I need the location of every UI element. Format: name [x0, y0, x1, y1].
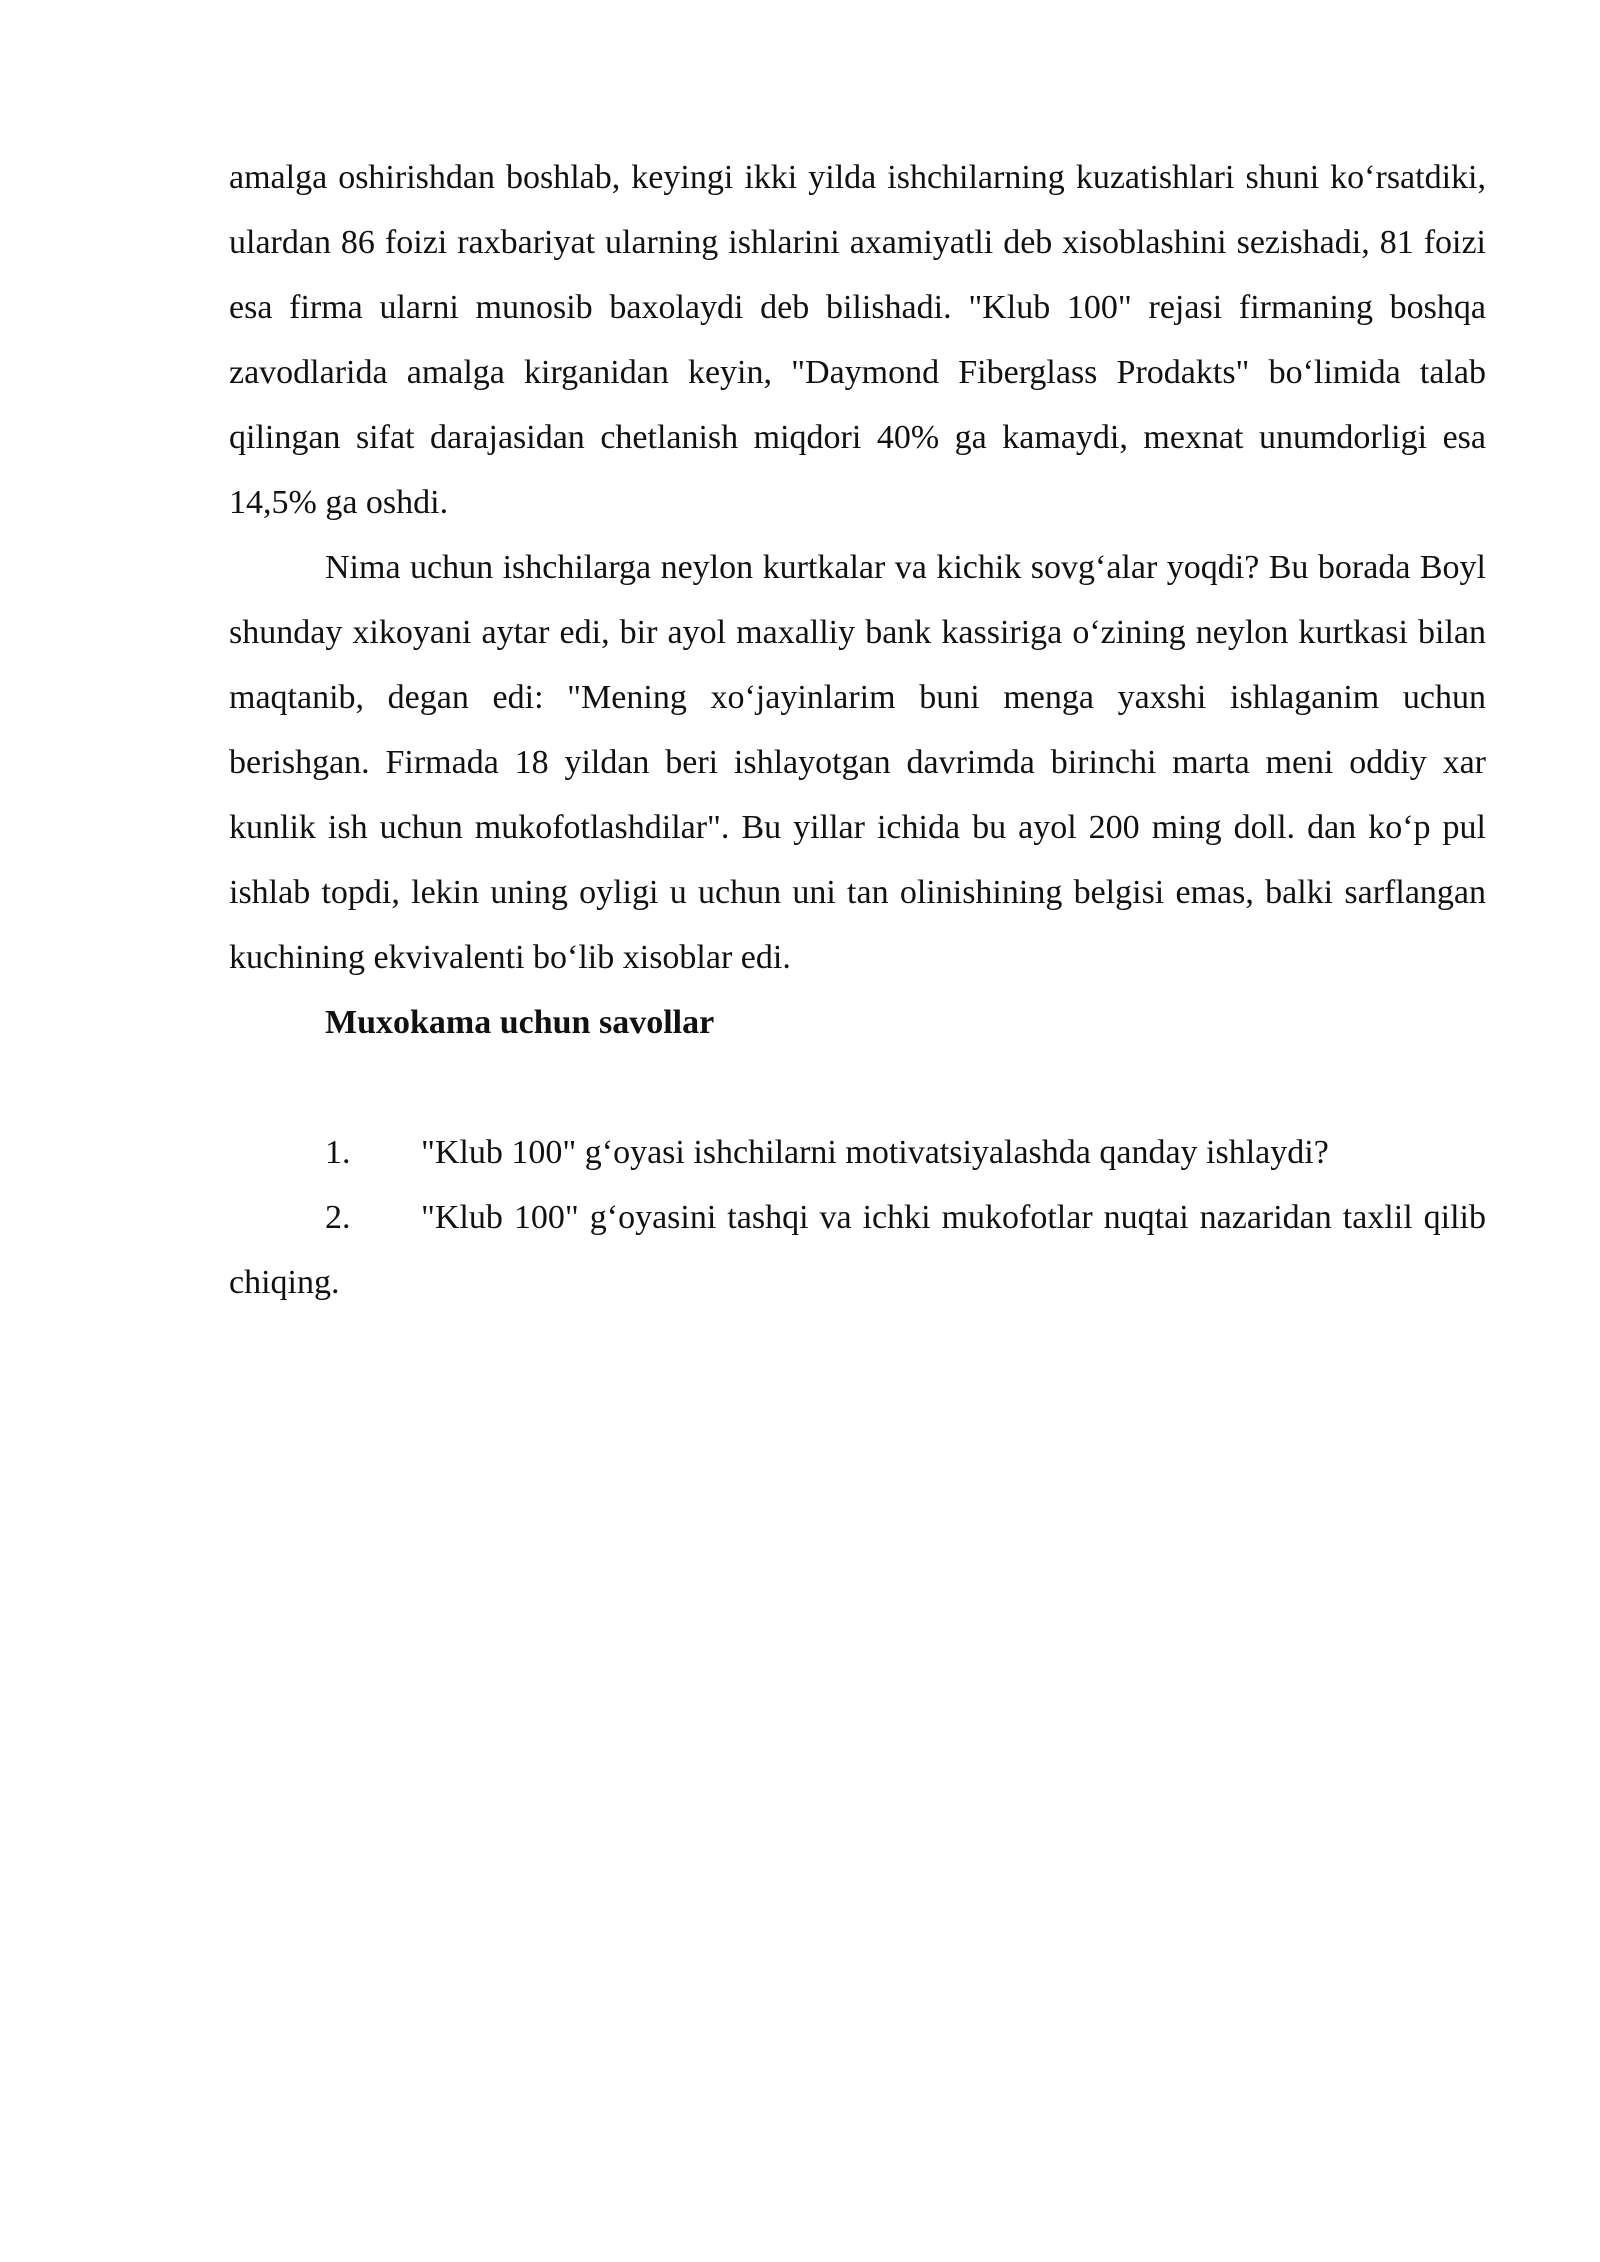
question-number: 2.	[325, 1199, 351, 1236]
question-number: 1.	[325, 1134, 351, 1171]
question-item-1	[229, 1120, 1486, 1185]
question-item-2	[229, 1185, 1486, 1315]
question-text: "Klub 100" g‘oyasini tashqi va ichki mukofotlar nuqtai nazaridan taxlil qilib chiqing.	[229, 1199, 1486, 1301]
paragraph-continuation: amalga oshirishdan boshlab, keyingi ikki yilda ishchilarning kuzatishlari shuni ko‘rsatdiki, ulardan 86 foizi raxbariyat ularning ishlarini axamiyatli deb xisoblashini sezishadi, 81 foizi esa firma ularni munosib baxolaydi deb bilishadi. "Klub 100" rejasi firmaning boshqa zavodlarida amalga kirganidan keyin, "Daymond Fiberglass Prodakts" bo‘limida talab qilingan sifat darajasidan chetlanish miqdori 40% ga kamaydi, mexnat unumdorligi esa 14,5% ga oshdi.	[229, 159, 1486, 521]
document-body	[229, 145, 1486, 1315]
blank-line	[229, 1055, 1486, 1120]
paragraph-story: Nima uchun ishchilarga neylon kurtkalar va kichik sovg‘alar yoqdi? Bu borada Boyl shunday xikoyani aytar edi, bir ayol maxalliy bank kassiriga o‘zining neylon kurtkasi bilan maqtanib, degan edi: "Mening xo‘jayinlarim buni menga yaxshi ishlaganim uchun berishgan. Firmada 18 yildan beri ishlayotgan davrimda birinchi marta meni oddiy xar kunlik ish uchun mukofotlashdilar". Bu yillar ichida bu ayol 200 ming doll. dan ko‘p pul ishlab topdi, lekin uning oyligi u uchun uni tan olinishining belgisi emas, balki sarflangan kuchining ekvivalenti bo‘lib xisoblar edi.	[229, 549, 1486, 976]
section-heading: Muxokama uchun savollar	[325, 1004, 715, 1041]
question-text: "Klub 100" g‘oyasi ishchilarni motivatsiyalashda qanday ishlaydi?	[421, 1134, 1329, 1171]
